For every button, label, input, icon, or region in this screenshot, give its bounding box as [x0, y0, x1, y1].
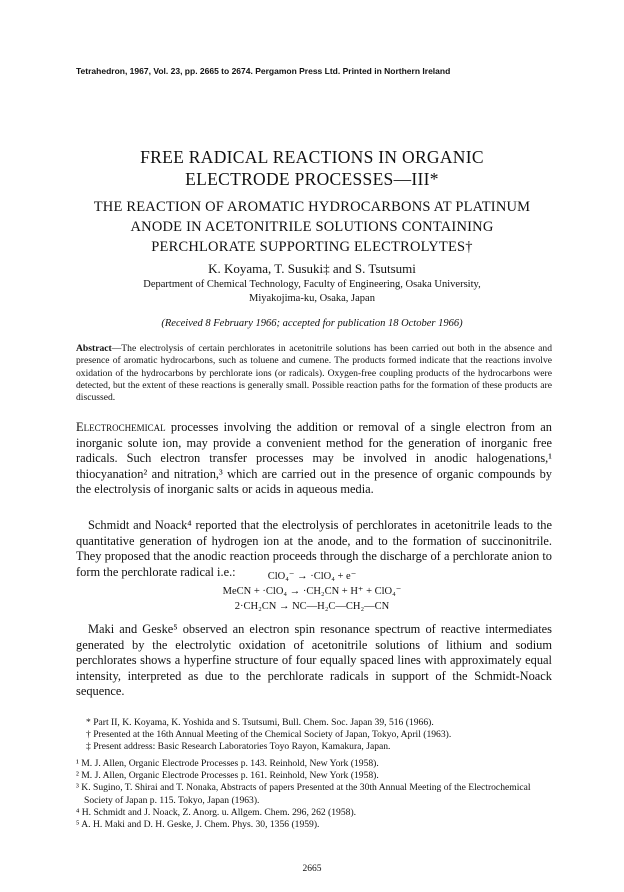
title-line-1: FREE RADICAL REACTIONS IN ORGANIC [140, 147, 484, 167]
abstract-text: —The electrolysis of certain perchlorates in acetonitrile solutions has been carried out both in the absence and presence of aromatic hydrocarbons, such as toluene and cumene. The products formed indicate that the reactions involve oxidation of the hydrocarbons by perchlorate ions (or radicals). Oxygen-free coupling products of the hydrocarbons were detected, but the extent of these reactions is generally small. Possible reaction paths for the formation of these products are discussed. [76, 343, 552, 404]
authors: K. Koyama, T. Susuki‡ and S. Tsutsumi [208, 261, 416, 276]
journal-citation: Tetrahedron, 1967, Vol. 23, pp. 2665 to 2674. Pergamon Press Ltd. Printed in Northern Ireland [76, 66, 451, 76]
equation-1: ClO₄⁻ → ·ClO₄ + e⁻ [267, 571, 357, 582]
abstract-heading: Abstract [76, 343, 112, 354]
affiliation-line-2: Miyakojima-ku, Osaka, Japan [249, 293, 375, 304]
reference-item: ³ K. Sugino, T. Shirai and T. Nonaka, Abstracts of papers Presented at the 30th Annual Meeting of the Electrochemical Society of Japan p. 115. Tokyo, Japan (1963). [76, 782, 531, 806]
page-number: 2665 [302, 864, 322, 874]
reference-item: ⁵ A. H. Maki and D. H. Geske, J. Chem. Phys. 30, 1356 (1959). [76, 819, 320, 831]
affiliation-line-1: Department of Chemical Technology, Faculty of Engineering, Osaka University, [143, 279, 481, 290]
footnote-star: * Part II, K. Koyama, K. Yoshida and S. Tsutsumi, Bull. Chem. Soc. Japan 39, 516 (1966). [86, 717, 434, 728]
footnote-dagger: † Presented at the 16th Annual Meeting of the Chemical Society of Japan, Tokyo, April (1963). [86, 729, 452, 741]
subtitle-line-2: ANODE IN ACETONITRILE SOLUTIONS CONTAINING [130, 219, 494, 235]
abstract [76, 343, 552, 404]
body-paragraph-1 [76, 420, 552, 498]
paragraph-1-text: processes involving the addition or removal of a single electron from an inorganic solute ion, may provide a convenient method for the generation of inorganic free radicals. Such electron transfer processes may be involved in anodic halogenations,¹ thiocyanation² and nitration,³ which are carried out in the presence of organic compounds by the electrolysis of inorganic salts or acids in aqueous media. [76, 420, 552, 496]
subtitle-line-1: THE REACTION OF AROMATIC HYDROCARBONS AT PLATINUM [93, 199, 531, 215]
reference-item: ² M. J. Allen, Organic Electrode Processes p. 161. Reinhold, New York (1958). [76, 770, 379, 782]
title-line-2: ELECTRODE PROCESSES—III* [185, 169, 439, 189]
equation-3: 2·CH₂CN → NC—H₂C—CH₂—CN [234, 601, 390, 612]
equation-2: MeCN + ·ClO₄ → ·CH₂CN + H⁺ + ClO₄⁻ [222, 586, 402, 597]
reaction-equations [0, 569, 624, 614]
subtitle-line-3: PERCHLORATE SUPPORTING ELECTROLYTES† [151, 239, 473, 255]
paragraph-lead-word: Electrochemical [76, 420, 166, 434]
body-paragraph-3: Maki and Geske⁵ observed an electron spin resonance spectrum of reactive intermediates generated by the electrolytic oxidation of acetonitrile solutions of lithium and sodium perchlorates shows a hyperfine structure of four equally spaced lines with approximately equal intensity, interpreted as due to the perchlorate radicals in support of the Schmidt-Noack sequence. [76, 622, 552, 698]
reference-item: ⁴ H. Schmidt and J. Noack, Z. Anorg. u. Allgem. Chem. 296, 262 (1958). [76, 806, 357, 818]
footnote-double-dagger: ‡ Present address: Basic Research Laboratories Toyo Rayon, Kamakura, Japan. [86, 741, 391, 753]
references-list [76, 758, 552, 831]
received-dates: (Received 8 February 1966; accepted for publication 18 October 1966) [161, 318, 463, 329]
reference-item: ¹ M. J. Allen, Organic Electrode Processes p. 143. Reinhold, New York (1958). [76, 758, 379, 769]
body-paragraph-2: Schmidt and Noack⁴ reported that the electrolysis of perchlorates in acetonitrile leads to the quantitative generation of hydrogen ion at the anode, and to the formation of succinonitrile. They proposed that the anodic reaction proceeds through the discharge of a perchlorate anion to form the perchlorate radical i.e.: [76, 518, 552, 579]
footnotes [86, 717, 552, 754]
